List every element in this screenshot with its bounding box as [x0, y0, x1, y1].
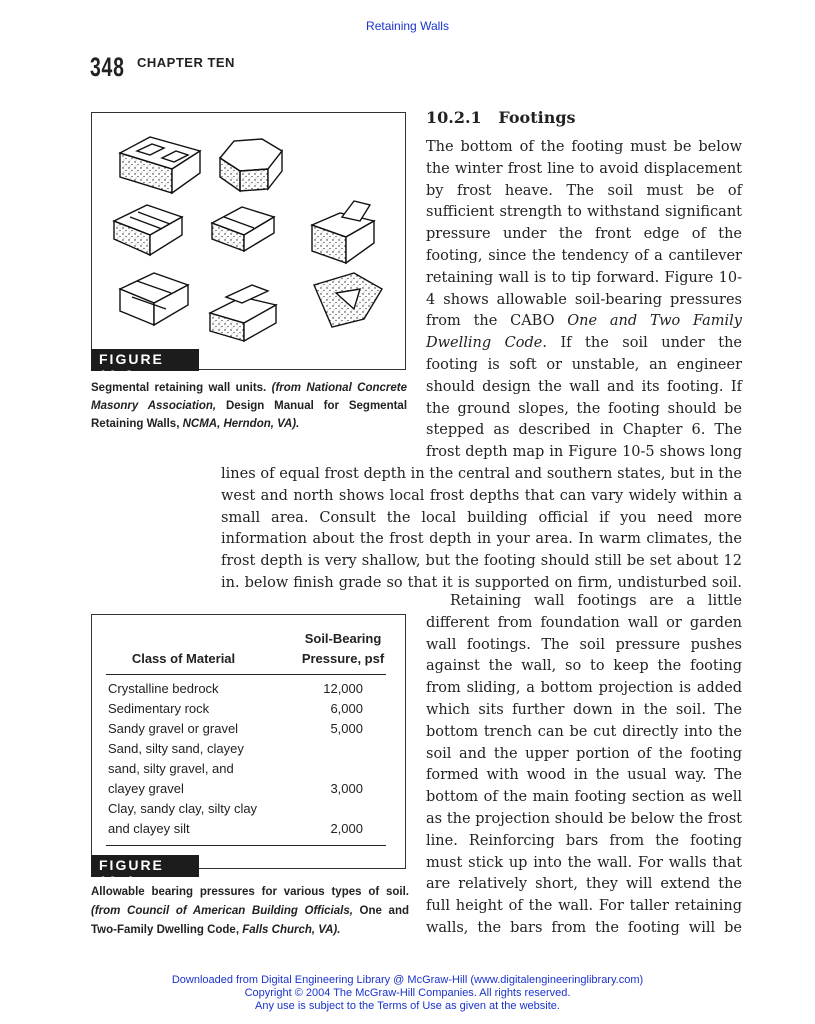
segmental-units-illustration [92, 113, 405, 369]
paragraph-1-top [426, 137, 742, 486]
figure-10-3-caption [91, 379, 407, 433]
footer [0, 974, 815, 1013]
text-run: The bottom of the footing must be below the winter frost line to avoid displacement by frost heave. The soil must be of sufficient strength to withstand significant pressure under the front edge of the footing, since the tendency of a cantilever retaining wall is to tip forward. Figure 10-4 shows allowable soil-bearing pressures from the CABO [426, 139, 742, 330]
table-cell-material: Sandy gravel or gravel [108, 721, 239, 736]
table-cell-pressure: 5,000 [330, 721, 363, 736]
paragraph-2 [426, 591, 742, 962]
table-cell-material: sand, silty gravel, and [108, 761, 234, 776]
col-header-material: Class of Material [131, 651, 236, 666]
block-unit-hollow [120, 137, 200, 193]
section-heading [426, 108, 576, 127]
figure-10-4-label: FIGURE 10-4 [91, 855, 199, 877]
table-header-rule [106, 674, 386, 675]
caption-title: Design Manual for Segmental Retaining Walls, [91, 400, 408, 430]
footer-terms: Any use is subject to the Terms of Use as given at the website. [255, 1000, 560, 1012]
block-unit-split [120, 273, 188, 325]
text-run: If the soil under the footing is soft or unstable, an engineer should design the wall and its footing. If the ground slopes, the footing should be stepped as described in Chapter 6. The frost depth map in Figure 10-5 shows long [426, 335, 742, 461]
col-header-pressure-2: Pressure, psf [301, 651, 385, 666]
text-run: Retaining wall footings are a little different from foundation wall or garden wall footings. The soil pressure pushes against the wall, so to keep the footing from sliding, a bottom projection is added which sits further down in the soil. The bottom trench can be cut directly into the soil and the upper portion of the footing formed with wood in the usual way. The bottom of the main footing section as well as the projection should be below the frost line. Reinforcing bars from the footing must stick up into the wall. For walls that are relatively short, they will extend the full height of the wall. For taller retaining walls, the bars from the footing will be [426, 593, 742, 936]
caption-place: Falls Church, VA). [242, 924, 341, 936]
section-title: Footings [498, 108, 576, 127]
block-unit-lipped [212, 207, 274, 251]
footer-copyright: Copyright © 2004 The McGraw-Hill Companies. All rights reserved. [244, 987, 571, 999]
running-head: Retaining Walls [366, 19, 449, 33]
block-unit-faceted [220, 139, 282, 191]
table-cell-material: Crystalline bedrock [108, 681, 219, 696]
table-cell-material: Sedimentary rock [108, 701, 210, 716]
figure-10-3-label: FIGURE 10-3 [91, 349, 199, 371]
section-number: 10.2.1 [426, 108, 482, 127]
block-unit-triangular [314, 273, 382, 327]
chapter-title: CHAPTER TEN [137, 55, 235, 70]
table-cell-material: Sand, silty sand, clayey [108, 741, 244, 756]
table-cell-material: and clayey silt [108, 821, 190, 836]
table-cell-material: Clay, sandy clay, silty clay [108, 801, 258, 816]
block-unit-stacked [210, 285, 276, 341]
footer-download-link[interactable]: Downloaded from Digital Engineering Library @ McGraw-Hill (www.digitalengineeringlibrary.com) [171, 974, 644, 986]
figure-10-3-frame [91, 112, 406, 370]
caption-title: One and Two-Family Dwelling Code, [91, 905, 409, 936]
figure-10-4-caption [91, 883, 409, 940]
table-cell-material: clayey gravel [108, 781, 184, 796]
table-cell-pressure: 6,000 [330, 701, 363, 716]
table-cell-pressure: 2,000 [330, 821, 363, 836]
table-cell-pressure: 3,000 [330, 781, 363, 796]
code-title: One and Two Family Dwelling Code. [426, 313, 742, 352]
block-unit-keyed [114, 205, 182, 255]
caption-source: (from Council of American Building Officials, [91, 905, 353, 917]
caption-source: (from National Concrete Masonry Association, [91, 382, 407, 412]
block-unit-anchor [312, 201, 374, 263]
table-cell-pressure: 12,000 [323, 681, 363, 696]
col-header-pressure-1: Soil-Bearing [304, 631, 382, 646]
caption-place: NCMA, Herndon, VA). [182, 418, 300, 430]
caption-bold: Allowable bearing pressures for various types of soil. [91, 886, 409, 898]
page-number: 348 [90, 52, 125, 82]
text-run: lines of equal frost depth in the central and southern states, but in the west and north shows local frost depths that can vary widely within a small area. Consult the local building official if you need more information about the frost depth in your area. In warm climates, the frost depth is very shallow, but the footing should still be set about 12 in. below finish grade so that it is supported on firm, undisturbed soil. [221, 466, 742, 591]
caption-bold: Segmental retaining wall units. [91, 382, 267, 394]
table-bottom-rule [106, 845, 386, 846]
